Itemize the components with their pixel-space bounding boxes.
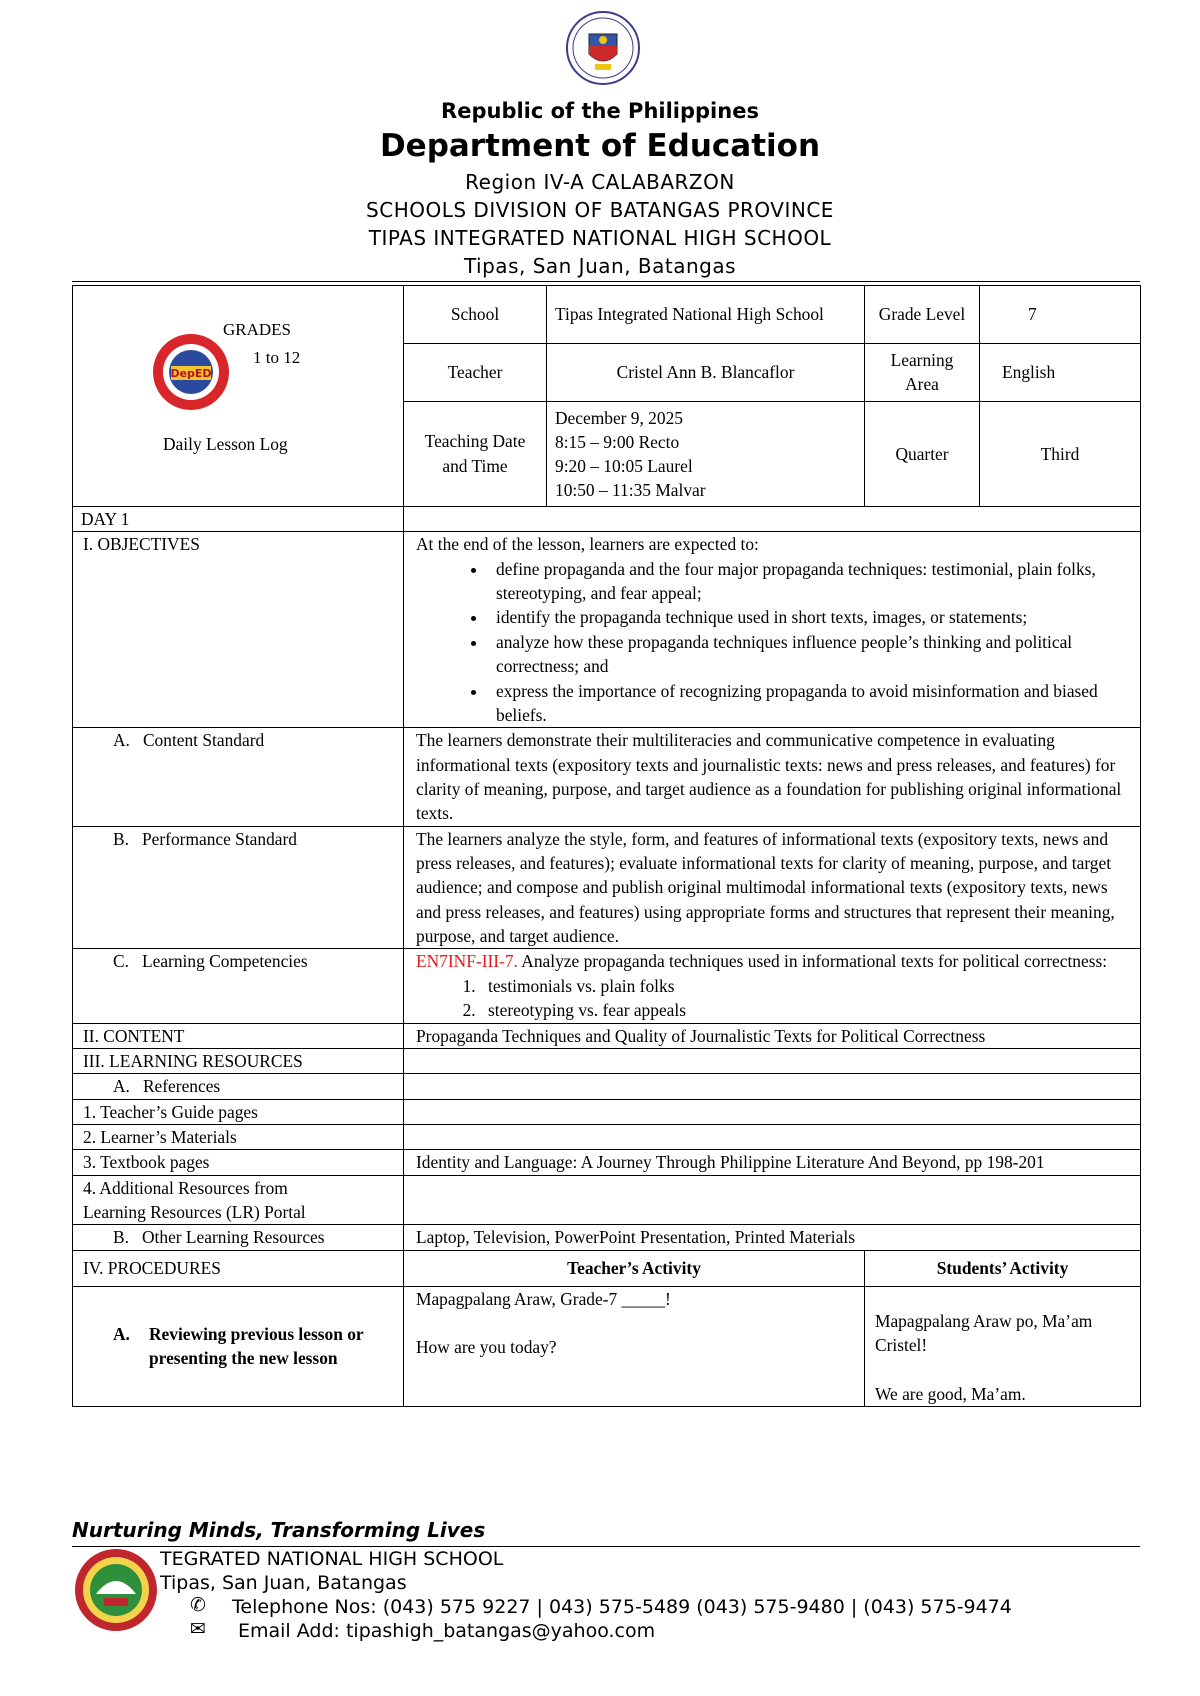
time-line: 9:20 – 10:05 Laurel (555, 455, 693, 476)
grade-level-label: Grade Level (865, 286, 980, 344)
students-activity-header: Students’ Activity (865, 1250, 1141, 1286)
learning-resources-label: III. LEARNING RESOURCES (73, 1048, 404, 1073)
school-seal-logo (74, 1548, 158, 1632)
deped-badge-icon (151, 332, 231, 412)
footer-motto: Nurturing Minds, Transforming Lives (72, 1518, 486, 1542)
other-resources-value: Laptop, Television, PowerPoint Presentation, Printed Materials (404, 1225, 1141, 1250)
competency-text: Analyze propaganda techniques used in informational texts for political correctness: (517, 951, 1108, 972)
empty-cell (404, 1124, 1141, 1149)
objectives-list (416, 557, 1132, 728)
procedure-step-a (73, 1286, 404, 1406)
footer-address: Tipas, San Juan, Batangas (160, 1572, 407, 1594)
grade-level-value: 7 (980, 286, 1141, 344)
empty-cell (404, 1175, 1141, 1225)
objectives-cell (404, 532, 1141, 728)
time-line: 10:50 – 11:35 Malvar (555, 479, 706, 500)
competency-list (416, 974, 1132, 1023)
list-item: • define propaganda and the four major propaganda techniques: testimonial, plain folks, stereotyping, and fear appeal; (488, 557, 1132, 606)
day-label: DAY 1 (73, 507, 404, 532)
objectives-intro: At the end of the lesson, learners are expected to: (416, 534, 759, 555)
step-letter: A. (113, 1323, 130, 1344)
teacher-label: Teacher (404, 343, 547, 401)
quarter-value: Third (980, 401, 1141, 506)
empty-cell (404, 1099, 1141, 1124)
footer-phone: Telephone Nos: (043) 575 9227 | 043) 575-5489 (043) 575-9480 | (043) 575-9474 (232, 1596, 1012, 1618)
learners-materials-label: 2. Learner’s Materials (73, 1124, 404, 1149)
footer-email: Email Add: tipashigh_batangas@yahoo.com (238, 1620, 656, 1642)
textbook-pages-label: 3. Textbook pages (73, 1150, 404, 1175)
competency-code: EN7INF-III-7. (416, 951, 518, 972)
deped-seal-logo (565, 10, 641, 86)
list-item: • analyze how these propaganda techniques influence people’s thinking and political correctness; and (488, 630, 1132, 679)
header-division: SCHOOLS DIVISION OF BATANGAS PROVINCE (366, 198, 834, 222)
content-text: Propaganda Techniques and Quality of Journalistic Texts for Political Correctness (404, 1023, 1141, 1048)
list-item: • identify the propaganda technique used in short texts, images, or statements; (488, 605, 1132, 629)
header-school: TIPAS INTEGRATED NATIONAL HIGH SCHOOL (368, 226, 832, 250)
day-empty-cell (404, 507, 1141, 532)
teaching-date-label: Teaching Date and Time (404, 401, 547, 506)
header-divider (72, 281, 1140, 282)
textbook-pages-value: Identity and Language: A Journey Through Philippine Literature And Beyond, pp 198-201 (404, 1150, 1141, 1175)
grades-range: 1 to 12 (253, 348, 301, 367)
grades-label: GRADES (223, 320, 292, 339)
header-republic: Republic of the Philippines (441, 99, 759, 123)
daily-lesson-log-table (72, 285, 1141, 1407)
list-item: 1. testimonials vs. plain folks (480, 974, 1132, 998)
learning-competencies-label: C. Learning Competencies (73, 949, 404, 1023)
learning-area-value: English (980, 343, 1141, 401)
envelope-icon: ✉ (190, 1618, 206, 1640)
teacher-value: Cristel Ann B. Blancaflor (547, 343, 865, 401)
empty-cell (404, 1074, 1141, 1099)
teaching-date-value (547, 401, 865, 506)
footer-divider (72, 1546, 1140, 1547)
header-region: Region IV-A CALABARZON (465, 170, 735, 194)
date-line: December 9, 2025 (555, 407, 683, 428)
badge-text: DepED (170, 367, 212, 380)
empty-cell (404, 1048, 1141, 1073)
content-label: II. CONTENT (73, 1023, 404, 1048)
school-label: School (404, 286, 547, 344)
quarter-label: Quarter (865, 401, 980, 506)
student-line: We are good, Ma’am. (875, 1383, 1026, 1404)
step-title: Reviewing previous lesson or presenting the new lesson (149, 1323, 364, 1369)
teacher-activity-cell (404, 1286, 865, 1406)
performance-standard-label: B. Performance Standard (73, 826, 404, 949)
additional-resources-label: 4. Additional Resources from Learning Resources (LR) Portal (73, 1175, 404, 1225)
learning-competencies-cell (404, 949, 1141, 1023)
header-department: Department of Education (379, 128, 821, 164)
school-value: Tipas Integrated National High School (547, 286, 865, 344)
objectives-label: I. OBJECTIVES (73, 532, 404, 728)
header-address: Tipas, San Juan, Batangas (463, 254, 737, 278)
content-standard-text: The learners demonstrate their multiliteracies and communicative competence in evaluating informational texts (expository texts and journalistic texts: news and press releases, and features) for clarity of meaning, purpose, and target audience as a foundation for publishing original informational texts. (404, 728, 1141, 826)
student-line: Mapagpalang Araw po, Ma’am Cristel! (875, 1310, 1093, 1356)
time-line: 8:15 – 9:00 Recto (555, 431, 680, 452)
teachers-guide-label: 1. Teacher’s Guide pages (73, 1099, 404, 1124)
teacher-activity-header: Teacher’s Activity (404, 1250, 865, 1286)
other-resources-label: B. Other Learning Resources (73, 1225, 404, 1250)
students-activity-cell (865, 1286, 1141, 1406)
logo-cell (73, 286, 404, 507)
learning-area-label: Learning Area (865, 343, 980, 401)
performance-standard-text: The learners analyze the style, form, and features of informational texts (expository texts, news and press releases, and features); evaluate informational texts for clarity of meaning, purpose, and target audience; and compose and publish original multimodal informational texts (expository texts, news and press releases, and features) using appropriate forms and structures that represent their meaning, purpose, and target audience. (404, 826, 1141, 949)
dll-title: Daily Lesson Log (163, 434, 288, 454)
content-standard-label: A. Content Standard (73, 728, 404, 826)
list-item: • express the importance of recognizing propaganda to avoid misinformation and biased beliefs. (488, 679, 1132, 728)
references-label: A. References (73, 1074, 404, 1099)
teacher-line: How are you today? (416, 1337, 557, 1358)
teacher-line: Mapagpalang Araw, Grade-7 _____! (416, 1288, 671, 1309)
list-item: 2. stereotyping vs. fear appeals (480, 998, 1132, 1022)
procedures-label: IV. PROCEDURES (73, 1250, 404, 1286)
phone-icon: ✆ (190, 1594, 206, 1616)
footer-school: TEGRATED NATIONAL HIGH SCHOOL (160, 1548, 504, 1570)
